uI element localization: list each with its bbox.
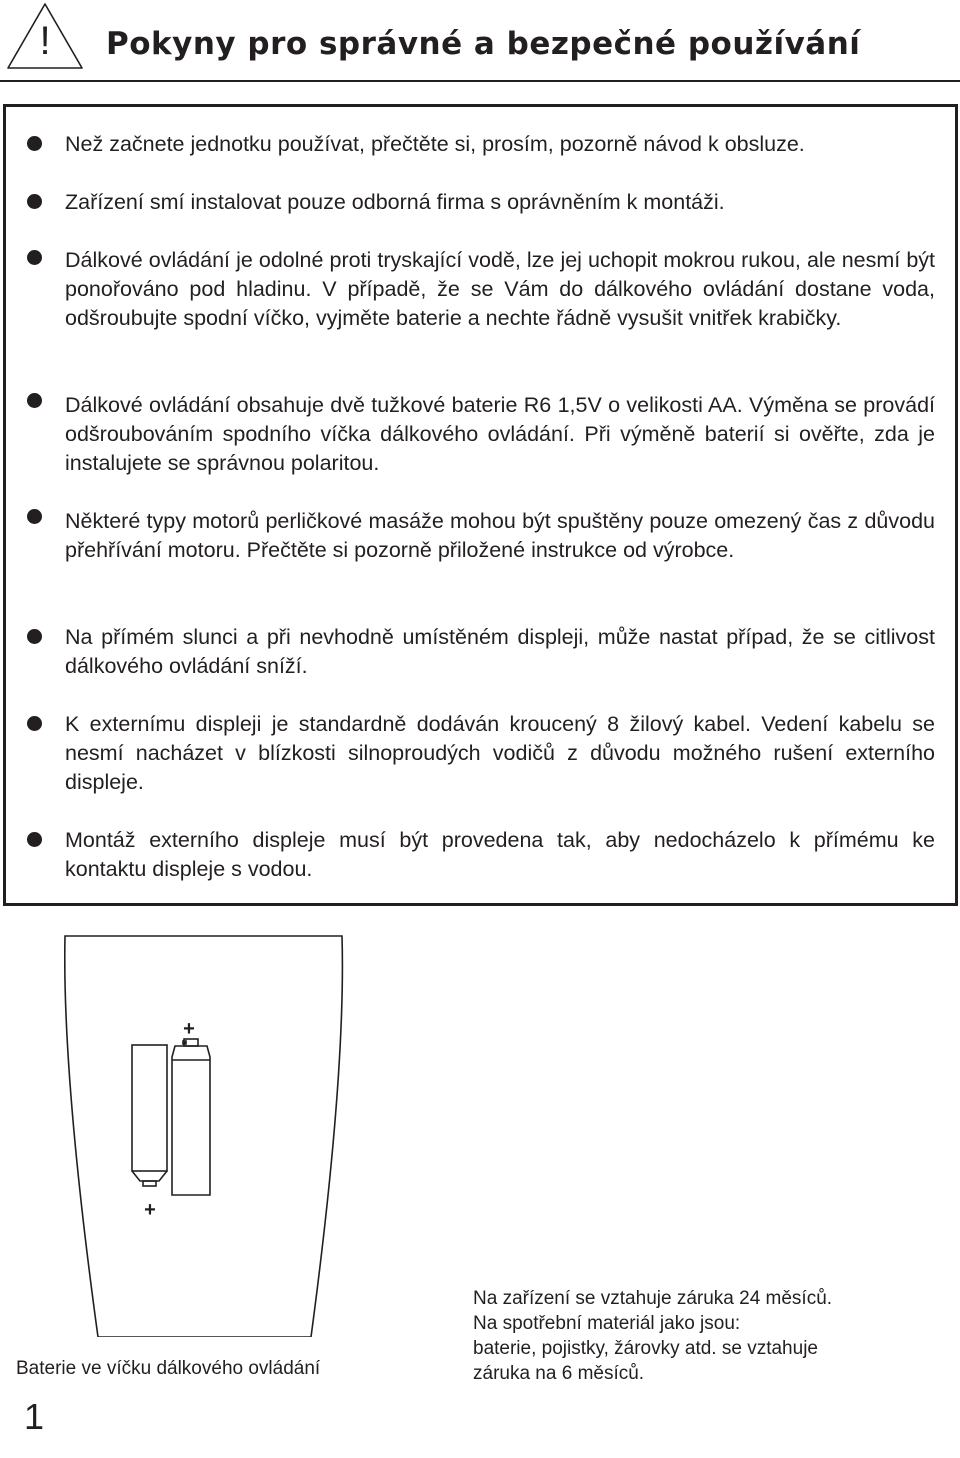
- bullet-icon: [27, 393, 42, 408]
- note-text: Zařízení smí instalovat pouze odborná firma s oprávněním k montáži.: [65, 190, 725, 214]
- polarity-plus-top: +: [183, 1018, 195, 1040]
- remote-outline: [65, 936, 343, 1337]
- warning-exclamation: !: [39, 19, 51, 63]
- warning-triangle-icon: [6, 2, 84, 72]
- list-item: [6, 391, 935, 478]
- bullet-icon: [27, 250, 42, 265]
- note-text: K externímu displeji je standardně dodáván kroucený 8 žilový kabel. Vedení kabelu se nesmí nacházet v blízkosti silnoproudých vodičů z důvodu možného rušení externího displeje.: [65, 712, 935, 794]
- page-title: Pokyny pro správné a bezpečné používání: [106, 26, 861, 62]
- warranty-line: Na zařízení se vztahuje záruka 24 měsíců.: [473, 1288, 833, 1309]
- list-item: [6, 188, 935, 217]
- bullet-icon: [27, 716, 42, 731]
- header-rule: [0, 80, 960, 82]
- safety-notes-box: [3, 104, 958, 906]
- battery-left-icon: [132, 1045, 167, 1186]
- battery-right-icon: [172, 1039, 210, 1195]
- bullet-icon: [27, 509, 42, 524]
- remote-control-battery-diagram: [64, 935, 344, 1337]
- list-item: [6, 826, 935, 884]
- warranty-line: záruka na 6 měsíců.: [473, 1363, 645, 1384]
- bullet-icon: [27, 136, 42, 151]
- bullet-icon: [27, 194, 42, 209]
- page-number: 1: [24, 1396, 45, 1437]
- list-item: [6, 710, 935, 797]
- note-text: Dálkové ovládání obsahuje dvě tužkové baterie R6 1,5V o velikosti AA. Výměna se provádí odšroubováním spodního víčka dálkového ovládání. Při výměně baterií si ověřte, zda je instalujete se správnou polaritou.: [65, 393, 935, 475]
- note-text: Dálkové ovládání je odolné proti tryskající vodě, lze jej uchopit mokrou rukou, ale nesmí být ponořováno pod hladinu. V případě, že se Vám do dálkového ovládání dostane voda, odšroubujte spodní víčko, vyjměte baterie a nechte řádně vysušit vnitřek krabičky.: [65, 248, 935, 330]
- bullet-icon: [27, 629, 42, 644]
- note-text: Některé typy motorů perličkové masáže mohou být spuštěny pouze omezený čas z důvodu přehřívání motoru. Přečtěte si pozorně přiložené instrukce od výrobce.: [65, 509, 935, 562]
- bullet-icon: [27, 832, 42, 847]
- list-item: [6, 246, 935, 333]
- warranty-line: Na spotřební materiál jako jsou:: [473, 1313, 741, 1334]
- list-item: [6, 623, 935, 681]
- note-text: Na přímém slunci a při nevhodně umístěném displeji, může nastat případ, že se citlivost dálkového ovládání sníží.: [65, 625, 935, 678]
- list-item: [6, 507, 935, 565]
- note-text: Než začnete jednotku používat, přečtěte si, prosím, pozorně návod k obsluze.: [65, 132, 805, 156]
- list-item: [6, 130, 935, 159]
- warranty-line: baterie, pojistky, žárovky atd. se vztahuje: [473, 1338, 818, 1359]
- figure-caption: Baterie ve víčku dálkového ovládání: [16, 1358, 321, 1379]
- note-text: Montáž externího displeje musí být provedena tak, aby nedocházelo k přímému ke kontaktu displeje s vodou.: [65, 828, 935, 881]
- warranty-note: [473, 1286, 832, 1386]
- polarity-plus-bottom: +: [144, 1199, 156, 1221]
